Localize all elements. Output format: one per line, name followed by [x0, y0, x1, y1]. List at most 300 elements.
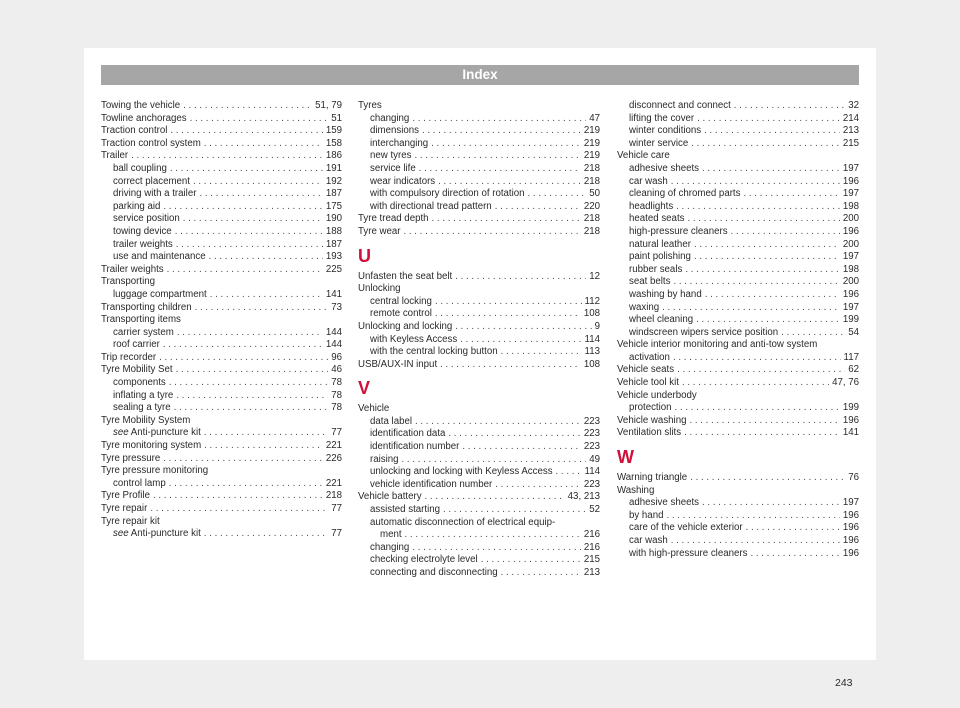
- entry-term: remote control: [370, 308, 432, 320]
- entry-term: with compulsory direction of rotation: [370, 188, 525, 200]
- dot-leader: [169, 478, 323, 491]
- entry-page-ref[interactable]: 213: [842, 125, 859, 137]
- dot-leader: [675, 402, 840, 415]
- dot-leader: [694, 251, 840, 264]
- entry-page-ref[interactable]: 196: [842, 175, 859, 187]
- entry-page-ref[interactable]: 77: [331, 427, 342, 439]
- dot-leader: [440, 359, 581, 372]
- entry-page-ref[interactable]: 78: [331, 377, 342, 389]
- index-subentry: [101, 176, 342, 189]
- entry-page-ref[interactable]: 46: [331, 364, 342, 376]
- entry-page-ref[interactable]: 96: [331, 351, 342, 363]
- dot-leader: [412, 113, 586, 126]
- entry-page-ref[interactable]: 215: [842, 137, 859, 149]
- index-subentry: [101, 427, 342, 440]
- dot-leader: [696, 314, 840, 327]
- entry-page-ref[interactable]: 223: [583, 415, 600, 427]
- entry-term: dimensions: [370, 125, 420, 137]
- entry-page-ref[interactable]: 47, 76: [832, 377, 859, 389]
- index-subentry: [101, 289, 342, 302]
- index-entry: [617, 377, 859, 390]
- entry-page-ref[interactable]: 200: [842, 213, 859, 225]
- dot-leader: [694, 239, 840, 252]
- entry-term: with Keyless Access: [370, 333, 458, 345]
- entry-page-ref[interactable]: 191: [325, 162, 342, 174]
- entry-page-ref[interactable]: 32: [848, 100, 859, 111]
- dot-leader: [443, 504, 586, 517]
- index-letter-heading: W: [617, 447, 634, 468]
- entry-term: Tyre pressure: [101, 452, 161, 464]
- index-subentry: [358, 334, 600, 347]
- entry-page-ref[interactable]: 199: [842, 314, 859, 326]
- entry-term: lifting the cover: [629, 112, 695, 124]
- dot-leader: [501, 346, 582, 359]
- entry-page-ref[interactable]: 200: [842, 276, 859, 288]
- index-subentry: [617, 264, 859, 277]
- index-subentry: [101, 402, 342, 415]
- index-subentry: [358, 346, 600, 359]
- dot-leader: [501, 567, 581, 580]
- entry-term: winter service: [629, 137, 689, 149]
- entry-term: wheel cleaning: [629, 314, 694, 326]
- entry-page-ref[interactable]: 197: [842, 497, 859, 509]
- dot-leader: [438, 176, 581, 189]
- entry-term: [113, 427, 201, 440]
- index-entry: [101, 113, 342, 126]
- index-subentry: [358, 125, 600, 138]
- index-column-1: [101, 100, 342, 541]
- entry-page-ref[interactable]: 113: [584, 346, 600, 358]
- dot-leader: [204, 440, 323, 453]
- entry-page-ref[interactable]: 49: [589, 453, 600, 465]
- entry-term: service position: [113, 213, 180, 225]
- dot-leader: [204, 427, 328, 440]
- entry-page-ref[interactable]: 197: [842, 301, 859, 313]
- index-subentry: [358, 529, 600, 542]
- index-entry: [101, 138, 342, 151]
- entry-term: Tyre repair: [101, 503, 148, 514]
- entry-term: paint polishing: [629, 251, 691, 263]
- dot-leader: [176, 390, 328, 403]
- dot-leader: [684, 427, 840, 440]
- entry-page-ref[interactable]: 196: [842, 414, 859, 426]
- index-entry: [358, 321, 600, 334]
- index-column-2: [358, 100, 600, 580]
- index-entry: [358, 213, 600, 226]
- entry-term: Tyre tread depth: [358, 213, 429, 225]
- index-subentry: [358, 479, 600, 492]
- entry-page-ref[interactable]: 196: [842, 509, 859, 521]
- index-entry: Transporting items: [101, 314, 181, 326]
- dot-leader: [195, 302, 329, 315]
- dot-leader: [425, 491, 565, 504]
- entry-page-ref[interactable]: 188: [325, 225, 342, 237]
- entry-page-ref[interactable]: 43, 213: [567, 491, 600, 503]
- entry-term: checking electrolyte level: [370, 554, 478, 566]
- dot-leader: [176, 239, 323, 252]
- entry-page-ref[interactable]: 196: [842, 535, 859, 546]
- entry-term: rubber seals: [629, 263, 683, 275]
- entry-term: with high-pressure cleaners: [629, 547, 748, 559]
- entry-term: towing device: [113, 225, 172, 237]
- entry-page-ref[interactable]: 78: [331, 402, 342, 414]
- entry-page-ref[interactable]: 77: [331, 503, 342, 514]
- entry-page-ref[interactable]: 9: [594, 320, 600, 332]
- entry-page-ref[interactable]: 114: [584, 466, 600, 478]
- dot-leader: [199, 188, 322, 201]
- entry-term: [113, 528, 201, 541]
- entry-page-ref[interactable]: 221: [325, 477, 342, 489]
- dot-leader: [448, 428, 580, 441]
- entry-term: Unfasten the seat belt: [358, 270, 453, 282]
- dot-leader: [435, 296, 582, 309]
- dot-leader: [677, 364, 845, 377]
- index-subentry: [358, 163, 600, 176]
- index-entry: Unlocking: [358, 283, 401, 295]
- see-reference: see: [113, 427, 129, 439]
- dot-leader: [556, 466, 582, 479]
- dot-leader: [689, 415, 839, 428]
- dot-leader: [405, 529, 581, 542]
- index-subentry: [101, 226, 342, 239]
- entry-term-text: Anti-puncture kit: [130, 528, 201, 540]
- index-subentry: [617, 226, 859, 239]
- entry-page-ref[interactable]: 47: [589, 112, 600, 124]
- page-title: Index: [101, 65, 859, 85]
- index-subentry: [617, 510, 859, 523]
- entry-page-ref[interactable]: 216: [583, 541, 600, 553]
- entry-page-ref[interactable]: 226: [325, 452, 342, 464]
- index-subentry: [358, 542, 600, 555]
- entry-page-ref[interactable]: 196: [842, 522, 859, 534]
- entry-term: ball coupling: [113, 162, 167, 174]
- dot-leader: [460, 334, 581, 347]
- entry-page-ref[interactable]: 219: [583, 150, 600, 162]
- entry-term: sealing a tyre: [113, 402, 171, 414]
- dot-leader: [666, 510, 839, 523]
- dot-leader: [404, 226, 581, 239]
- dot-leader: [462, 441, 580, 454]
- entry-term: adhesive sheets: [629, 162, 700, 174]
- dot-leader: [174, 402, 329, 415]
- entry-term: carrier system: [113, 326, 174, 338]
- entry-term: data label: [370, 415, 413, 427]
- entry-term: Ventilation slits: [617, 427, 682, 439]
- dot-leader: [743, 188, 839, 201]
- entry-term: Trailer: [101, 150, 129, 162]
- index-subentry: [101, 377, 342, 390]
- entry-term: identification number: [370, 441, 460, 453]
- entry-term: activation: [629, 351, 670, 363]
- index-entry: [358, 271, 600, 284]
- entry-page-ref[interactable]: 192: [325, 175, 342, 187]
- index-entry: [617, 472, 859, 485]
- dot-leader: [431, 138, 581, 151]
- dot-leader: [150, 503, 328, 516]
- entry-page-ref[interactable]: 218: [583, 225, 600, 237]
- index-subentry: [101, 339, 342, 352]
- entry-page-ref[interactable]: 62: [848, 364, 859, 376]
- entry-page-ref[interactable]: 223: [583, 478, 600, 490]
- index-subentry: [101, 213, 342, 226]
- index-subentry: [617, 213, 859, 226]
- entry-page-ref[interactable]: 218: [325, 490, 342, 502]
- dot-leader: [528, 188, 587, 201]
- entry-term: high-pressure cleaners: [629, 225, 728, 237]
- index-subentry: [617, 201, 859, 214]
- dot-leader: [415, 416, 581, 429]
- index-entry: [101, 302, 342, 315]
- index-subentry: [617, 327, 859, 340]
- entry-page-ref[interactable]: 198: [842, 200, 859, 212]
- entry-page-ref[interactable]: 112: [584, 295, 600, 307]
- entry-page-ref[interactable]: 218: [583, 162, 600, 174]
- index-entry: [101, 150, 342, 163]
- dot-leader: [204, 138, 323, 151]
- index-entry: [617, 427, 859, 440]
- index-subentry: [358, 454, 600, 467]
- entry-page-ref[interactable]: 187: [325, 238, 342, 250]
- dot-leader: [183, 100, 312, 113]
- entry-page-ref[interactable]: 198: [842, 263, 859, 275]
- dot-leader: [170, 163, 323, 176]
- entry-page-ref[interactable]: 223: [583, 441, 600, 453]
- entry-page-ref[interactable]: 78: [331, 389, 342, 401]
- index-subentry: [617, 535, 859, 548]
- index-column-3: [617, 100, 859, 560]
- entry-page-ref[interactable]: 187: [325, 188, 342, 200]
- index-entry: [617, 415, 859, 428]
- entry-term: wear indicators: [370, 175, 436, 187]
- entry-term: use and maintenance: [113, 251, 206, 263]
- dot-leader: [481, 554, 581, 567]
- dot-leader: [210, 289, 323, 302]
- entry-term: Trailer weights: [101, 263, 164, 275]
- dot-leader: [671, 535, 840, 548]
- entry-page-ref[interactable]: 159: [325, 125, 342, 137]
- entry-term: care of the vehicle exterior: [629, 522, 743, 534]
- entry-page-ref[interactable]: 108: [583, 308, 600, 320]
- entry-term: Vehicle tool kit: [617, 377, 679, 389]
- dot-leader: [697, 113, 840, 126]
- entry-page-ref[interactable]: 197: [842, 251, 859, 263]
- dot-leader: [702, 497, 840, 510]
- entry-term: by hand: [629, 509, 664, 521]
- entry-page-ref[interactable]: 12: [589, 270, 600, 282]
- dot-leader: [193, 176, 323, 189]
- entry-term: with directional tread pattern: [370, 200, 492, 212]
- entry-page-ref[interactable]: 144: [325, 326, 342, 338]
- index-entry: Vehicle care: [617, 150, 670, 162]
- entry-page-ref[interactable]: 225: [325, 263, 342, 275]
- entry-term: luggage compartment: [113, 288, 207, 300]
- entry-page-ref[interactable]: 200: [842, 238, 859, 250]
- entry-term: waxing: [629, 301, 660, 313]
- index-subentry: [358, 150, 600, 163]
- dot-leader: [687, 213, 839, 226]
- entry-term: cleaning of chromed parts: [629, 188, 741, 200]
- entry-page-ref[interactable]: 220: [583, 200, 600, 212]
- entry-page-ref[interactable]: 218: [583, 175, 600, 187]
- index-subentry: [617, 251, 859, 264]
- index-subentry: [101, 251, 342, 264]
- entry-page-ref[interactable]: 196: [842, 225, 859, 237]
- index-entry: [101, 440, 342, 453]
- dot-leader: [495, 479, 581, 492]
- entry-term: adhesive sheets: [629, 497, 700, 509]
- entry-term-text: Anti-puncture kit: [130, 427, 201, 439]
- index-entry: Vehicle: [358, 403, 390, 415]
- entry-term: connecting and disconnecting: [370, 567, 498, 578]
- dot-leader: [159, 352, 328, 365]
- dot-leader: [422, 125, 581, 138]
- entry-page-ref[interactable]: 213: [583, 567, 600, 578]
- entry-term: Vehicle washing: [617, 414, 687, 426]
- index-subentry: [358, 466, 600, 479]
- entry-page-ref[interactable]: 199: [842, 402, 859, 414]
- dot-leader: [177, 327, 323, 340]
- entry-term: changing: [370, 112, 410, 124]
- index-subentry: [617, 100, 859, 113]
- dot-leader: [691, 138, 840, 151]
- index-entry: Tyre Mobility System: [101, 414, 191, 426]
- entry-page-ref[interactable]: 197: [842, 188, 859, 200]
- dot-leader: [167, 264, 323, 277]
- index-subentry: [101, 201, 342, 214]
- entry-page-ref[interactable]: 196: [842, 547, 859, 559]
- entry-term: Vehicle battery: [358, 491, 422, 503]
- entry-term: Tyre monitoring system: [101, 440, 202, 452]
- entry-page-ref[interactable]: 73: [331, 301, 342, 313]
- dot-leader: [190, 113, 329, 126]
- entry-page-ref[interactable]: 158: [325, 137, 342, 149]
- index-subentry: [617, 314, 859, 327]
- entry-term: new tyres: [370, 150, 412, 162]
- dot-leader: [175, 226, 323, 239]
- entry-page-ref[interactable]: 144: [325, 339, 342, 351]
- entry-term: heated seats: [629, 213, 685, 225]
- entry-term: seat belts: [629, 276, 671, 288]
- entry-page-ref[interactable]: 218: [583, 213, 600, 225]
- index-entry: Transporting: [101, 276, 156, 288]
- dot-leader: [170, 125, 322, 138]
- entry-term: Tyre wear: [358, 225, 401, 237]
- index-entry: [101, 364, 342, 377]
- dot-leader: [702, 163, 840, 176]
- index-entry: Vehicle underbody: [617, 389, 697, 401]
- dot-leader: [676, 201, 840, 214]
- entry-page-ref[interactable]: 193: [325, 251, 342, 263]
- index-subentry: [358, 113, 600, 126]
- dot-leader: [685, 264, 840, 277]
- dot-leader: [682, 377, 829, 390]
- dot-leader: [414, 150, 580, 163]
- dot-leader: [455, 321, 591, 334]
- entry-term: central locking: [370, 295, 432, 307]
- dot-leader: [402, 454, 587, 467]
- dot-leader: [746, 522, 840, 535]
- index-subentry: [617, 548, 859, 561]
- index-entry: [358, 359, 600, 372]
- entry-term: Towing the vehicle: [101, 100, 181, 111]
- entry-page-ref[interactable]: 175: [325, 200, 342, 212]
- entry-term: assisted starting: [370, 504, 440, 516]
- entry-page-ref[interactable]: 186: [325, 150, 342, 162]
- index-entry: Tyre pressure monitoring: [101, 465, 209, 477]
- entry-page-ref[interactable]: 50: [589, 188, 600, 200]
- entry-page-ref[interactable]: 117: [843, 351, 859, 363]
- entry-page-ref[interactable]: 52: [589, 504, 600, 516]
- dot-leader: [455, 271, 586, 284]
- index-entry: [617, 364, 859, 377]
- dot-leader: [204, 528, 328, 541]
- dot-leader: [176, 364, 329, 377]
- index-subentry: [358, 201, 600, 214]
- dot-leader: [673, 352, 841, 365]
- index-subentry: [358, 428, 600, 441]
- dot-leader: [731, 226, 840, 239]
- entry-term: parking aid: [113, 200, 161, 212]
- entry-page-ref[interactable]: 108: [583, 358, 600, 370]
- entry-page-ref[interactable]: 219: [583, 137, 600, 149]
- index-subentry: [101, 478, 342, 491]
- entry-page-ref[interactable]: 141: [842, 427, 859, 439]
- index-subentry: [101, 239, 342, 252]
- entry-page-ref[interactable]: 77: [331, 528, 342, 540]
- entry-page-ref[interactable]: 196: [842, 288, 859, 300]
- entry-page-ref[interactable]: 215: [583, 554, 600, 566]
- entry-term: interchanging: [370, 137, 429, 149]
- entry-term: identification data: [370, 428, 446, 440]
- entry-page-ref[interactable]: 223: [583, 428, 600, 440]
- index-letter-heading: V: [358, 378, 371, 399]
- dot-leader: [432, 213, 581, 226]
- entry-term: Transporting children: [101, 301, 192, 313]
- entry-page-ref[interactable]: 114: [584, 333, 600, 345]
- index-subentry: [617, 113, 859, 126]
- entry-term: raising: [370, 453, 399, 465]
- entry-page-ref[interactable]: 190: [325, 213, 342, 225]
- dot-leader: [412, 542, 581, 555]
- entry-page-ref[interactable]: 76: [848, 472, 859, 484]
- entry-page-ref[interactable]: 214: [842, 112, 859, 124]
- dot-leader: [419, 163, 581, 176]
- entry-page-ref[interactable]: 197: [842, 162, 859, 174]
- page-number: 243: [835, 677, 853, 689]
- entry-page-ref[interactable]: 51: [331, 112, 342, 124]
- index-subentry: [358, 441, 600, 454]
- entry-page-ref[interactable]: 51, 79: [315, 100, 342, 111]
- entry-term: Towline anchorages: [101, 112, 187, 124]
- entry-page-ref[interactable]: 221: [325, 440, 342, 452]
- index-subentry: [358, 416, 600, 429]
- dot-leader: [153, 490, 323, 503]
- index-subentry: [358, 504, 600, 517]
- entry-term: with the central locking button: [370, 346, 498, 358]
- entry-term: Traction control: [101, 125, 168, 137]
- entry-page-ref[interactable]: 216: [583, 529, 600, 541]
- index-subentry: [617, 402, 859, 415]
- index-entry: Vehicle interior monitoring and anti-tow system: [617, 339, 818, 351]
- entry-page-ref[interactable]: 219: [583, 125, 600, 137]
- entry-term: correct placement: [113, 175, 190, 187]
- index-subentry: [617, 302, 859, 315]
- index-subentry: [617, 176, 859, 189]
- entry-page-ref[interactable]: 54: [848, 326, 859, 338]
- entry-term: changing: [370, 541, 410, 553]
- entry-page-ref[interactable]: 141: [325, 288, 342, 300]
- entry-term: disconnect and connect: [629, 100, 731, 111]
